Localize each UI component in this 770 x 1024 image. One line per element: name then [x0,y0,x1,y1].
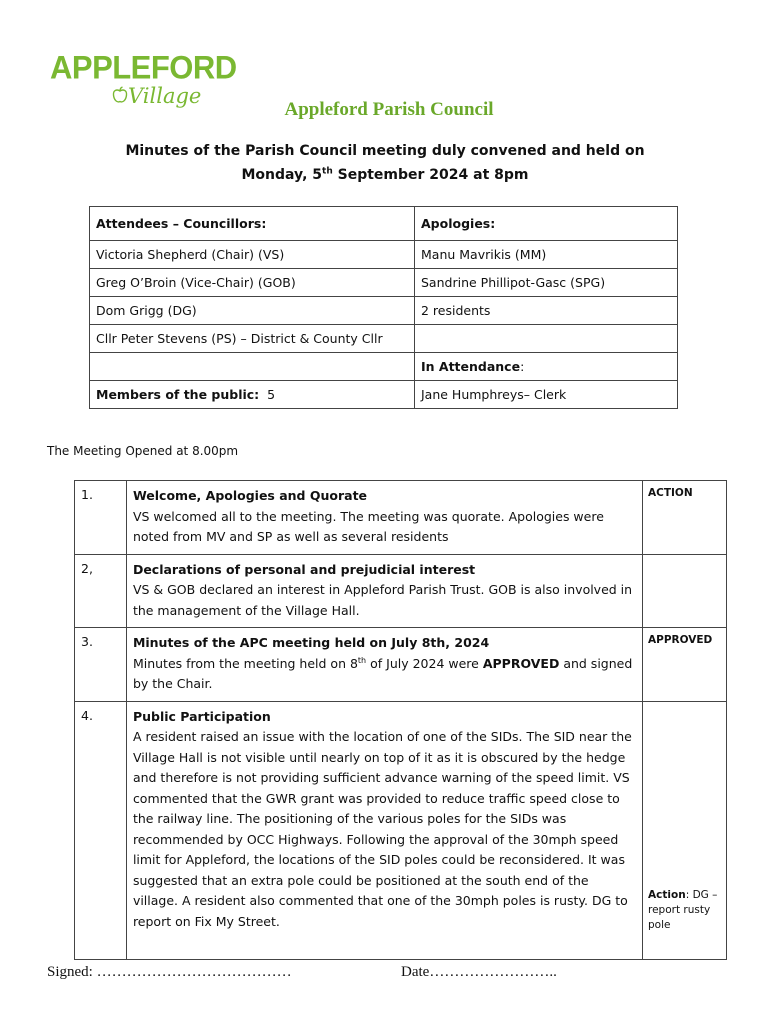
agenda-item [75,701,727,959]
date-line: Date…………………….. [401,964,557,980]
item-text: A resident raised an issue with the location of one of the SIDs. The SID near the Village Hall is not visible until nearly on top of it as it is obscured by the hedge and therefore is not providing sufficient advance warning of the speed limit. VS commented that the GWR grant was provided to reduce traffic speed close to the railway line. The positioning of the various poles for the SIDs was recommended by OCC Highways. Following the approval of the 30mph speed limit for Appleford, the locations of the SID poles could be reconsidered. It was suggested that an extra pole could be positioned at the south end of the village. A resident also commented that one of the 30mph poles is rusty. DG to report on Fix My Street. [132,729,632,929]
attendance-header-row [90,207,678,241]
item-body [126,628,642,702]
empty-cell [90,353,415,381]
item-number: 1. [75,481,127,555]
item-action: Action: DG – report rusty pole [648,888,718,931]
public-row [90,381,678,409]
apology-name: Sandrine Phillipot-Gasc (SPG) [415,269,678,297]
item-heading: Minutes of the APC meeting held on July 8th, 2024 [132,635,490,650]
item-action-cell [643,701,727,959]
meeting-opened-text: The Meeting Opened at 8.00pm [47,444,239,458]
agenda-item [75,554,727,628]
attendee-name: Dom Grigg (DG) [90,297,415,325]
item-text: VS & GOB declared an interest in Appleford Parish Trust. GOB is also involved in the management of the Village Hall. [132,582,633,618]
agenda-item [75,628,727,702]
apology-name: 2 residents [415,297,678,325]
minutes-heading-line1: Minutes of the Parish Council meeting duly convened and held on [125,143,645,159]
clerk-name: Jane Humphreys– Clerk [415,381,678,409]
item-heading: Declarations of personal and prejudicial interest [132,561,476,577]
item-action [643,554,727,628]
attendee-name: Cllr Peter Stevens (PS) – District & County Cllr [90,325,415,353]
item-action: ACTION [643,481,727,555]
attendance-table [89,206,678,409]
in-attendance-label: In Attendance: [415,353,678,381]
item-text: Minutes from the meeting held on 8th of July 2024 were APPROVED and signed by the Chair. [132,655,633,691]
apology-name [415,325,678,353]
item-heading: Public Participation [132,708,271,724]
in-attendance-row [90,353,678,381]
item-body [126,481,642,555]
logo-village-script: Village [128,84,202,108]
item-number: 4. [75,701,127,959]
signature-line: Signed: ………………………………… [47,964,292,980]
item-action: APPROVED [643,628,727,702]
attendee-name: Greg O’Broin (Vice-Chair) (GOB) [90,269,415,297]
item-body [126,701,642,959]
item-heading: Welcome, Apologies and Quorate [132,488,368,503]
item-text: VS welcomed all to the meeting. The meeting was quorate. Apologies were noted from MV and SP as well as several residents [132,508,604,544]
attendees-header: Attendees – Councillors: [90,207,415,241]
attendee-name: Victoria Shepherd (Chair) (VS) [90,241,415,269]
council-title: Appleford Parish Council [284,99,494,120]
logo-wordmark: APPLEFORD [50,49,237,86]
agenda-item [75,481,727,555]
attendance-row [90,269,678,297]
agenda-items-table [74,480,727,960]
apologies-header: Apologies: [415,207,678,241]
attendance-row [90,297,678,325]
item-number: 2, [75,554,127,628]
item-body [126,554,642,628]
item-number: 3. [75,628,127,702]
minutes-heading-line2: Monday, 5th September 2024 at 8pm [241,166,529,183]
attendance-row [90,325,678,353]
attendance-row [90,241,678,269]
members-of-public: Members of the public: 5 [90,381,415,409]
apology-name: Manu Mavrikis (MM) [415,241,678,269]
